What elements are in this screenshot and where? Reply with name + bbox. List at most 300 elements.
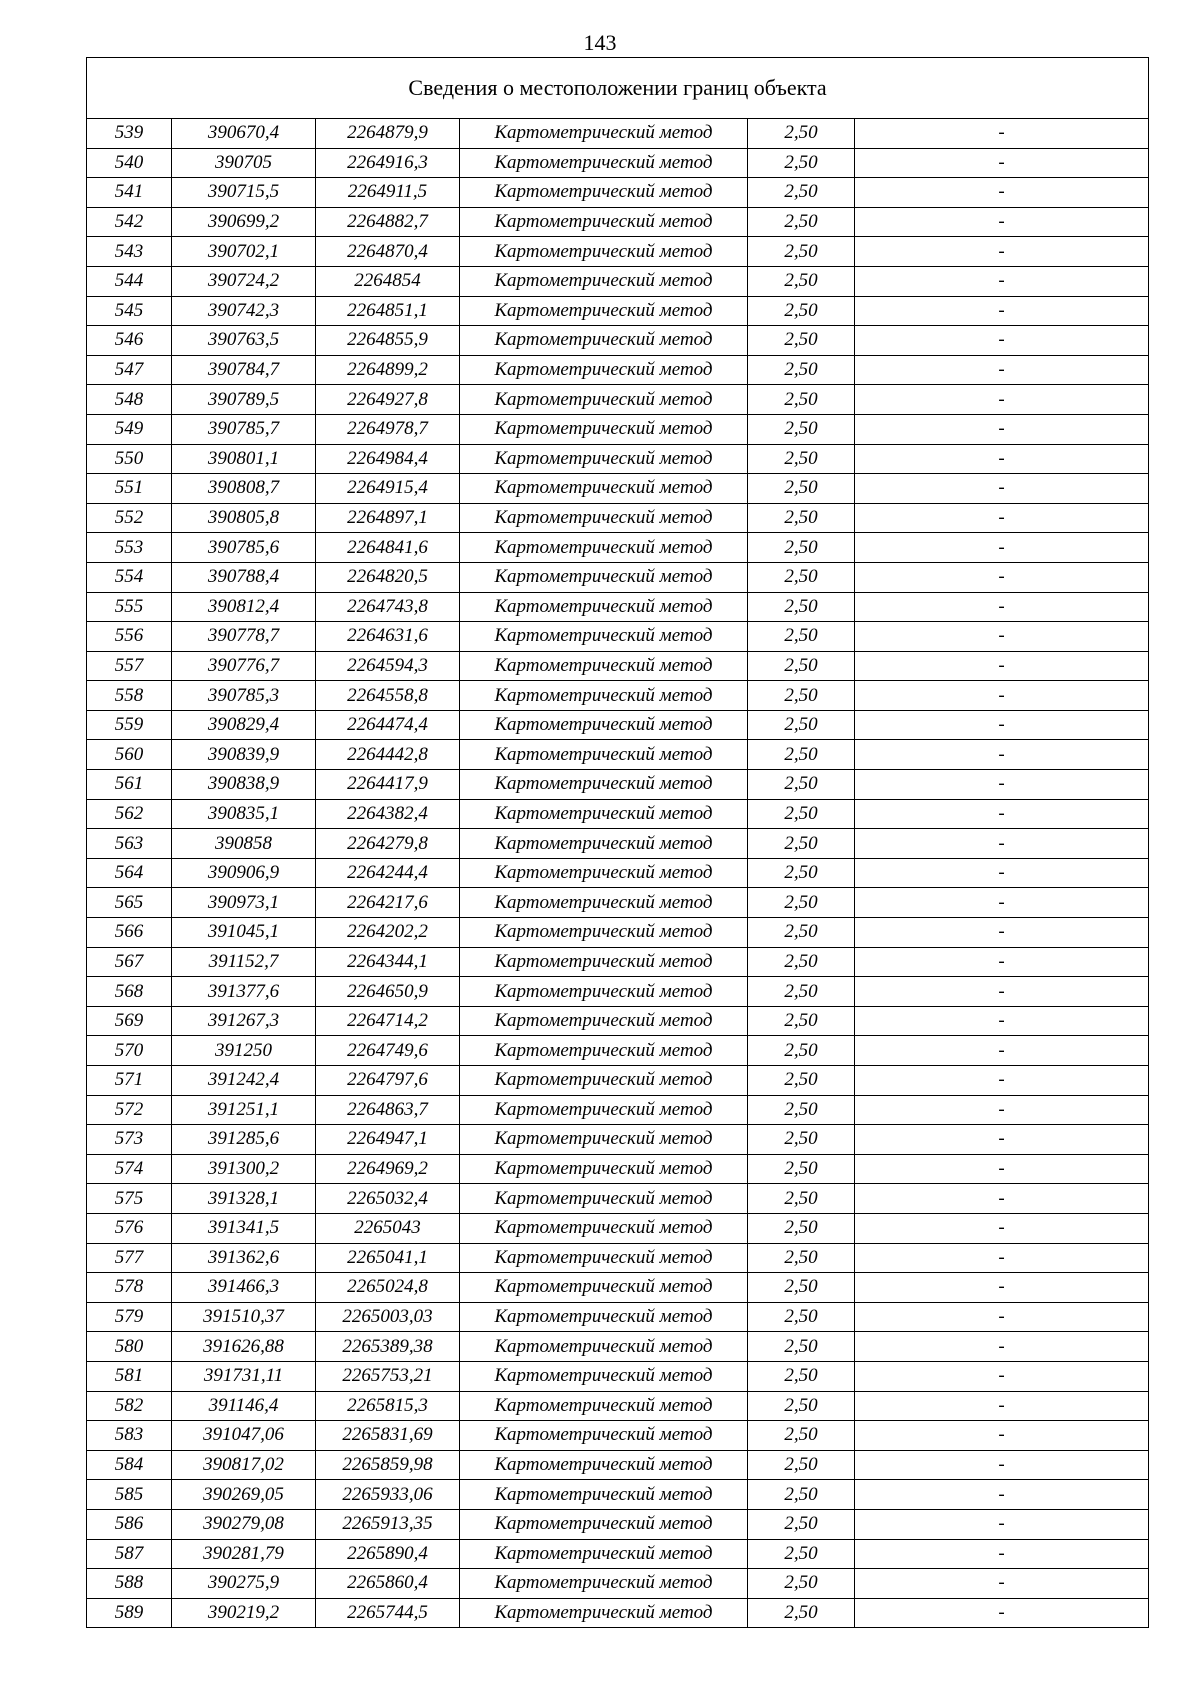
description-cell: - — [855, 651, 1149, 681]
x-coordinate-cell: 390702,1 — [172, 237, 316, 267]
table-row — [87, 533, 1149, 563]
method-cell: Картометрический метод — [460, 533, 748, 563]
point-number-cell: 564 — [87, 858, 172, 888]
x-coordinate-cell: 390973,1 — [172, 888, 316, 918]
x-coordinate-cell: 390906,9 — [172, 858, 316, 888]
x-coordinate-cell: 391285,6 — [172, 1125, 316, 1155]
accuracy-cell: 2,50 — [748, 1509, 855, 1539]
accuracy-cell: 2,50 — [748, 326, 855, 356]
table-row — [87, 592, 1149, 622]
method-cell: Картометрический метод — [460, 1125, 748, 1155]
table-row — [87, 148, 1149, 178]
point-number-cell: 578 — [87, 1273, 172, 1303]
x-coordinate-cell: 390829,4 — [172, 710, 316, 740]
description-cell: - — [855, 385, 1149, 415]
method-cell: Картометрический метод — [460, 592, 748, 622]
x-coordinate-cell: 391466,3 — [172, 1273, 316, 1303]
page-number: 143 — [583, 30, 617, 55]
point-number-cell: 557 — [87, 651, 172, 681]
table-row — [87, 474, 1149, 504]
point-number-cell: 563 — [87, 829, 172, 859]
accuracy-cell: 2,50 — [748, 740, 855, 770]
point-number-cell: 576 — [87, 1213, 172, 1243]
y-coordinate-cell: 2264879,9 — [316, 119, 460, 149]
description-cell: - — [855, 1006, 1149, 1036]
x-coordinate-cell: 391267,3 — [172, 1006, 316, 1036]
description-cell: - — [855, 858, 1149, 888]
method-cell: Картометрический метод — [460, 977, 748, 1007]
x-coordinate-cell: 390279,08 — [172, 1509, 316, 1539]
x-coordinate-cell: 391328,1 — [172, 1184, 316, 1214]
point-number-cell: 539 — [87, 119, 172, 149]
accuracy-cell: 2,50 — [748, 1184, 855, 1214]
point-number-cell: 577 — [87, 1243, 172, 1273]
table-row — [87, 237, 1149, 267]
accuracy-cell: 2,50 — [748, 1302, 855, 1332]
description-cell: - — [855, 888, 1149, 918]
accuracy-cell: 2,50 — [748, 1095, 855, 1125]
accuracy-cell: 2,50 — [748, 770, 855, 800]
description-cell: - — [855, 1154, 1149, 1184]
method-cell: Картометрический метод — [460, 1480, 748, 1510]
method-cell: Картометрический метод — [460, 1391, 748, 1421]
table-row — [87, 326, 1149, 356]
x-coordinate-cell: 390715,5 — [172, 178, 316, 208]
description-cell: - — [855, 178, 1149, 208]
accuracy-cell: 2,50 — [748, 266, 855, 296]
accuracy-cell: 2,50 — [748, 710, 855, 740]
y-coordinate-cell: 2265860,4 — [316, 1569, 460, 1599]
y-coordinate-cell: 2265043 — [316, 1213, 460, 1243]
table-row — [87, 1066, 1149, 1096]
table-row — [87, 1391, 1149, 1421]
method-cell: Картометрический метод — [460, 1184, 748, 1214]
y-coordinate-cell: 2264217,6 — [316, 888, 460, 918]
point-number-cell: 540 — [87, 148, 172, 178]
table-row — [87, 1332, 1149, 1362]
x-coordinate-cell: 390785,6 — [172, 533, 316, 563]
accuracy-cell: 2,50 — [748, 829, 855, 859]
table-row — [87, 207, 1149, 237]
method-cell: Картометрический метод — [460, 1569, 748, 1599]
method-cell: Картометрический метод — [460, 740, 748, 770]
point-number-cell: 573 — [87, 1125, 172, 1155]
x-coordinate-cell: 390785,3 — [172, 681, 316, 711]
method-cell: Картометрический метод — [460, 1066, 748, 1096]
description-cell: - — [855, 237, 1149, 267]
table-row — [87, 1006, 1149, 1036]
table-row — [87, 1421, 1149, 1451]
accuracy-cell: 2,50 — [748, 119, 855, 149]
method-cell: Картометрический метод — [460, 148, 748, 178]
table-row — [87, 1154, 1149, 1184]
method-cell: Картометрический метод — [460, 799, 748, 829]
description-cell: - — [855, 1332, 1149, 1362]
point-number-cell: 560 — [87, 740, 172, 770]
point-number-cell: 581 — [87, 1361, 172, 1391]
y-coordinate-cell: 2265041,1 — [316, 1243, 460, 1273]
method-cell: Картометрический метод — [460, 829, 748, 859]
y-coordinate-cell: 2265753,21 — [316, 1361, 460, 1391]
table-title-row — [87, 58, 1149, 119]
boundary-table-container — [86, 57, 1148, 1628]
y-coordinate-cell: 2264202,2 — [316, 918, 460, 948]
method-cell: Картометрический метод — [460, 770, 748, 800]
x-coordinate-cell: 390788,4 — [172, 562, 316, 592]
point-number-cell: 570 — [87, 1036, 172, 1066]
accuracy-cell: 2,50 — [748, 1006, 855, 1036]
table-row — [87, 562, 1149, 592]
y-coordinate-cell: 2265913,35 — [316, 1509, 460, 1539]
method-cell: Картометрический метод — [460, 207, 748, 237]
description-cell: - — [855, 681, 1149, 711]
point-number-cell: 554 — [87, 562, 172, 592]
accuracy-cell: 2,50 — [748, 1391, 855, 1421]
description-cell: - — [855, 414, 1149, 444]
description-cell: - — [855, 1421, 1149, 1451]
y-coordinate-cell: 2264882,7 — [316, 207, 460, 237]
y-coordinate-cell: 2265815,3 — [316, 1391, 460, 1421]
accuracy-cell: 2,50 — [748, 1213, 855, 1243]
accuracy-cell: 2,50 — [748, 1332, 855, 1362]
method-cell: Картометрический метод — [460, 119, 748, 149]
x-coordinate-cell: 390801,1 — [172, 444, 316, 474]
accuracy-cell: 2,50 — [748, 533, 855, 563]
method-cell: Картометрический метод — [460, 858, 748, 888]
x-coordinate-cell: 391626,88 — [172, 1332, 316, 1362]
table-row — [87, 858, 1149, 888]
x-coordinate-cell: 391300,2 — [172, 1154, 316, 1184]
x-coordinate-cell: 390784,7 — [172, 355, 316, 385]
boundary-coordinates-table — [86, 57, 1149, 1628]
table-row — [87, 1539, 1149, 1569]
description-cell: - — [855, 799, 1149, 829]
description-cell: - — [855, 1125, 1149, 1155]
table-row — [87, 918, 1149, 948]
accuracy-cell: 2,50 — [748, 474, 855, 504]
description-cell: - — [855, 1036, 1149, 1066]
point-number-cell: 542 — [87, 207, 172, 237]
accuracy-cell: 2,50 — [748, 799, 855, 829]
table-row — [87, 651, 1149, 681]
accuracy-cell: 2,50 — [748, 1361, 855, 1391]
table-row — [87, 1509, 1149, 1539]
method-cell: Картометрический метод — [460, 1361, 748, 1391]
description-cell: - — [855, 562, 1149, 592]
x-coordinate-cell: 390763,5 — [172, 326, 316, 356]
y-coordinate-cell: 2265890,4 — [316, 1539, 460, 1569]
description-cell: - — [855, 1539, 1149, 1569]
table-row — [87, 1184, 1149, 1214]
method-cell: Картометрический метод — [460, 1273, 748, 1303]
description-cell: - — [855, 444, 1149, 474]
accuracy-cell: 2,50 — [748, 888, 855, 918]
point-number-cell: 583 — [87, 1421, 172, 1451]
x-coordinate-cell: 390817,02 — [172, 1450, 316, 1480]
x-coordinate-cell: 390275,9 — [172, 1569, 316, 1599]
point-number-cell: 541 — [87, 178, 172, 208]
table-row — [87, 1095, 1149, 1125]
table-row — [87, 444, 1149, 474]
point-number-cell: 588 — [87, 1569, 172, 1599]
method-cell: Картометрический метод — [460, 266, 748, 296]
description-cell: - — [855, 1184, 1149, 1214]
point-number-cell: 566 — [87, 918, 172, 948]
description-cell: - — [855, 503, 1149, 533]
table-body — [87, 58, 1149, 1628]
method-cell: Картометрический метод — [460, 1332, 748, 1362]
accuracy-cell: 2,50 — [748, 1036, 855, 1066]
description-cell: - — [855, 1095, 1149, 1125]
accuracy-cell: 2,50 — [748, 355, 855, 385]
description-cell: - — [855, 533, 1149, 563]
description-cell: - — [855, 1450, 1149, 1480]
y-coordinate-cell: 2264984,4 — [316, 444, 460, 474]
table-row — [87, 503, 1149, 533]
table-row — [87, 710, 1149, 740]
point-number-cell: 572 — [87, 1095, 172, 1125]
y-coordinate-cell: 2264279,8 — [316, 829, 460, 859]
description-cell: - — [855, 1509, 1149, 1539]
description-cell: - — [855, 1213, 1149, 1243]
y-coordinate-cell: 2264916,3 — [316, 148, 460, 178]
accuracy-cell: 2,50 — [748, 1273, 855, 1303]
table-row — [87, 977, 1149, 1007]
x-coordinate-cell: 390835,1 — [172, 799, 316, 829]
method-cell: Картометрический метод — [460, 444, 748, 474]
y-coordinate-cell: 2264855,9 — [316, 326, 460, 356]
description-cell: - — [855, 1361, 1149, 1391]
table-row — [87, 829, 1149, 859]
method-cell: Картометрический метод — [460, 1509, 748, 1539]
y-coordinate-cell: 2265003,03 — [316, 1302, 460, 1332]
y-coordinate-cell: 2264442,8 — [316, 740, 460, 770]
x-coordinate-cell: 390705 — [172, 148, 316, 178]
y-coordinate-cell: 2264558,8 — [316, 681, 460, 711]
y-coordinate-cell: 2264978,7 — [316, 414, 460, 444]
point-number-cell: 571 — [87, 1066, 172, 1096]
point-number-cell: 580 — [87, 1332, 172, 1362]
point-number-cell: 585 — [87, 1480, 172, 1510]
x-coordinate-cell: 390858 — [172, 829, 316, 859]
method-cell: Картометрический метод — [460, 1006, 748, 1036]
description-cell: - — [855, 829, 1149, 859]
accuracy-cell: 2,50 — [748, 947, 855, 977]
y-coordinate-cell: 2264969,2 — [316, 1154, 460, 1184]
x-coordinate-cell: 391047,06 — [172, 1421, 316, 1451]
accuracy-cell: 2,50 — [748, 1421, 855, 1451]
description-cell: - — [855, 1243, 1149, 1273]
y-coordinate-cell: 2265744,5 — [316, 1598, 460, 1628]
x-coordinate-cell: 391377,6 — [172, 977, 316, 1007]
x-coordinate-cell: 390812,4 — [172, 592, 316, 622]
table-row — [87, 888, 1149, 918]
y-coordinate-cell: 2265389,38 — [316, 1332, 460, 1362]
accuracy-cell: 2,50 — [748, 1480, 855, 1510]
x-coordinate-cell: 390785,7 — [172, 414, 316, 444]
x-coordinate-cell: 391251,1 — [172, 1095, 316, 1125]
accuracy-cell: 2,50 — [748, 1569, 855, 1599]
accuracy-cell: 2,50 — [748, 207, 855, 237]
method-cell: Картометрический метод — [460, 1421, 748, 1451]
method-cell: Картометрический метод — [460, 414, 748, 444]
point-number-cell: 575 — [87, 1184, 172, 1214]
y-coordinate-cell: 2264851,1 — [316, 296, 460, 326]
x-coordinate-cell: 390805,8 — [172, 503, 316, 533]
method-cell: Картометрический метод — [460, 681, 748, 711]
description-cell: - — [855, 1391, 1149, 1421]
y-coordinate-cell: 2264841,6 — [316, 533, 460, 563]
method-cell: Картометрический метод — [460, 651, 748, 681]
point-number-cell: 568 — [87, 977, 172, 1007]
y-coordinate-cell: 2265859,98 — [316, 1450, 460, 1480]
x-coordinate-cell: 391146,4 — [172, 1391, 316, 1421]
x-coordinate-cell: 390699,2 — [172, 207, 316, 237]
y-coordinate-cell: 2264650,9 — [316, 977, 460, 1007]
point-number-cell: 552 — [87, 503, 172, 533]
method-cell: Картометрический метод — [460, 947, 748, 977]
description-cell: - — [855, 592, 1149, 622]
table-row — [87, 1569, 1149, 1599]
y-coordinate-cell: 2264870,4 — [316, 237, 460, 267]
point-number-cell: 548 — [87, 385, 172, 415]
point-number-cell: 586 — [87, 1509, 172, 1539]
table-row — [87, 1480, 1149, 1510]
method-cell: Картометрический метод — [460, 1450, 748, 1480]
accuracy-cell: 2,50 — [748, 681, 855, 711]
y-coordinate-cell: 2264631,6 — [316, 622, 460, 652]
x-coordinate-cell: 391152,7 — [172, 947, 316, 977]
table-row — [87, 1243, 1149, 1273]
y-coordinate-cell: 2264743,8 — [316, 592, 460, 622]
table-row — [87, 119, 1149, 149]
point-number-cell: 544 — [87, 266, 172, 296]
point-number-cell: 565 — [87, 888, 172, 918]
y-coordinate-cell: 2264594,3 — [316, 651, 460, 681]
point-number-cell: 584 — [87, 1450, 172, 1480]
table-row — [87, 622, 1149, 652]
description-cell: - — [855, 1598, 1149, 1628]
description-cell: - — [855, 1480, 1149, 1510]
point-number-cell: 562 — [87, 799, 172, 829]
x-coordinate-cell: 391362,6 — [172, 1243, 316, 1273]
method-cell: Картометрический метод — [460, 1036, 748, 1066]
point-number-cell: 556 — [87, 622, 172, 652]
table-row — [87, 1450, 1149, 1480]
accuracy-cell: 2,50 — [748, 858, 855, 888]
y-coordinate-cell: 2264820,5 — [316, 562, 460, 592]
y-coordinate-cell: 2264927,8 — [316, 385, 460, 415]
point-number-cell: 574 — [87, 1154, 172, 1184]
method-cell: Картометрический метод — [460, 237, 748, 267]
point-number-cell: 543 — [87, 237, 172, 267]
table-row — [87, 296, 1149, 326]
y-coordinate-cell: 2264474,4 — [316, 710, 460, 740]
description-cell: - — [855, 474, 1149, 504]
table-row — [87, 385, 1149, 415]
description-cell: - — [855, 770, 1149, 800]
description-cell: - — [855, 207, 1149, 237]
x-coordinate-cell: 390808,7 — [172, 474, 316, 504]
x-coordinate-cell: 391242,4 — [172, 1066, 316, 1096]
table-row — [87, 355, 1149, 385]
point-number-cell: 582 — [87, 1391, 172, 1421]
point-number-cell: 569 — [87, 1006, 172, 1036]
table-row — [87, 1302, 1149, 1332]
method-cell: Картометрический метод — [460, 355, 748, 385]
point-number-cell: 567 — [87, 947, 172, 977]
description-cell: - — [855, 710, 1149, 740]
description-cell: - — [855, 1302, 1149, 1332]
x-coordinate-cell: 390724,2 — [172, 266, 316, 296]
y-coordinate-cell: 2264897,1 — [316, 503, 460, 533]
table-row — [87, 799, 1149, 829]
table-row — [87, 1273, 1149, 1303]
accuracy-cell: 2,50 — [748, 444, 855, 474]
method-cell: Картометрический метод — [460, 296, 748, 326]
method-cell: Картометрический метод — [460, 178, 748, 208]
method-cell: Картометрический метод — [460, 888, 748, 918]
description-cell: - — [855, 947, 1149, 977]
method-cell: Картометрический метод — [460, 918, 748, 948]
table-row — [87, 740, 1149, 770]
accuracy-cell: 2,50 — [748, 1450, 855, 1480]
table-title: Сведения о местоположении границ объекта — [87, 58, 1149, 119]
description-cell: - — [855, 918, 1149, 948]
description-cell: - — [855, 326, 1149, 356]
method-cell: Картометрический метод — [460, 326, 748, 356]
accuracy-cell: 2,50 — [748, 622, 855, 652]
point-number-cell: 561 — [87, 770, 172, 800]
method-cell: Картометрический метод — [460, 1302, 748, 1332]
point-number-cell: 553 — [87, 533, 172, 563]
table-row — [87, 1036, 1149, 1066]
accuracy-cell: 2,50 — [748, 592, 855, 622]
y-coordinate-cell: 2264915,4 — [316, 474, 460, 504]
method-cell: Картометрический метод — [460, 1095, 748, 1125]
accuracy-cell: 2,50 — [748, 296, 855, 326]
accuracy-cell: 2,50 — [748, 1243, 855, 1273]
accuracy-cell: 2,50 — [748, 1154, 855, 1184]
description-cell: - — [855, 740, 1149, 770]
x-coordinate-cell: 391510,37 — [172, 1302, 316, 1332]
point-number-cell: 587 — [87, 1539, 172, 1569]
description-cell: - — [855, 977, 1149, 1007]
y-coordinate-cell: 2264863,7 — [316, 1095, 460, 1125]
accuracy-cell: 2,50 — [748, 237, 855, 267]
table-row — [87, 266, 1149, 296]
y-coordinate-cell: 2264417,9 — [316, 770, 460, 800]
method-cell: Картометрический метод — [460, 622, 748, 652]
y-coordinate-cell: 2264854 — [316, 266, 460, 296]
x-coordinate-cell: 391731,11 — [172, 1361, 316, 1391]
table-row — [87, 1213, 1149, 1243]
method-cell: Картометрический метод — [460, 562, 748, 592]
y-coordinate-cell: 2264899,2 — [316, 355, 460, 385]
method-cell: Картометрический метод — [460, 503, 748, 533]
description-cell: - — [855, 1273, 1149, 1303]
y-coordinate-cell: 2264947,1 — [316, 1125, 460, 1155]
x-coordinate-cell: 390219,2 — [172, 1598, 316, 1628]
method-cell: Картометрический метод — [460, 710, 748, 740]
y-coordinate-cell: 2264911,5 — [316, 178, 460, 208]
table-row — [87, 681, 1149, 711]
method-cell: Картометрический метод — [460, 1539, 748, 1569]
point-number-cell: 549 — [87, 414, 172, 444]
y-coordinate-cell: 2265024,8 — [316, 1273, 460, 1303]
point-number-cell: 547 — [87, 355, 172, 385]
table-row — [87, 1361, 1149, 1391]
